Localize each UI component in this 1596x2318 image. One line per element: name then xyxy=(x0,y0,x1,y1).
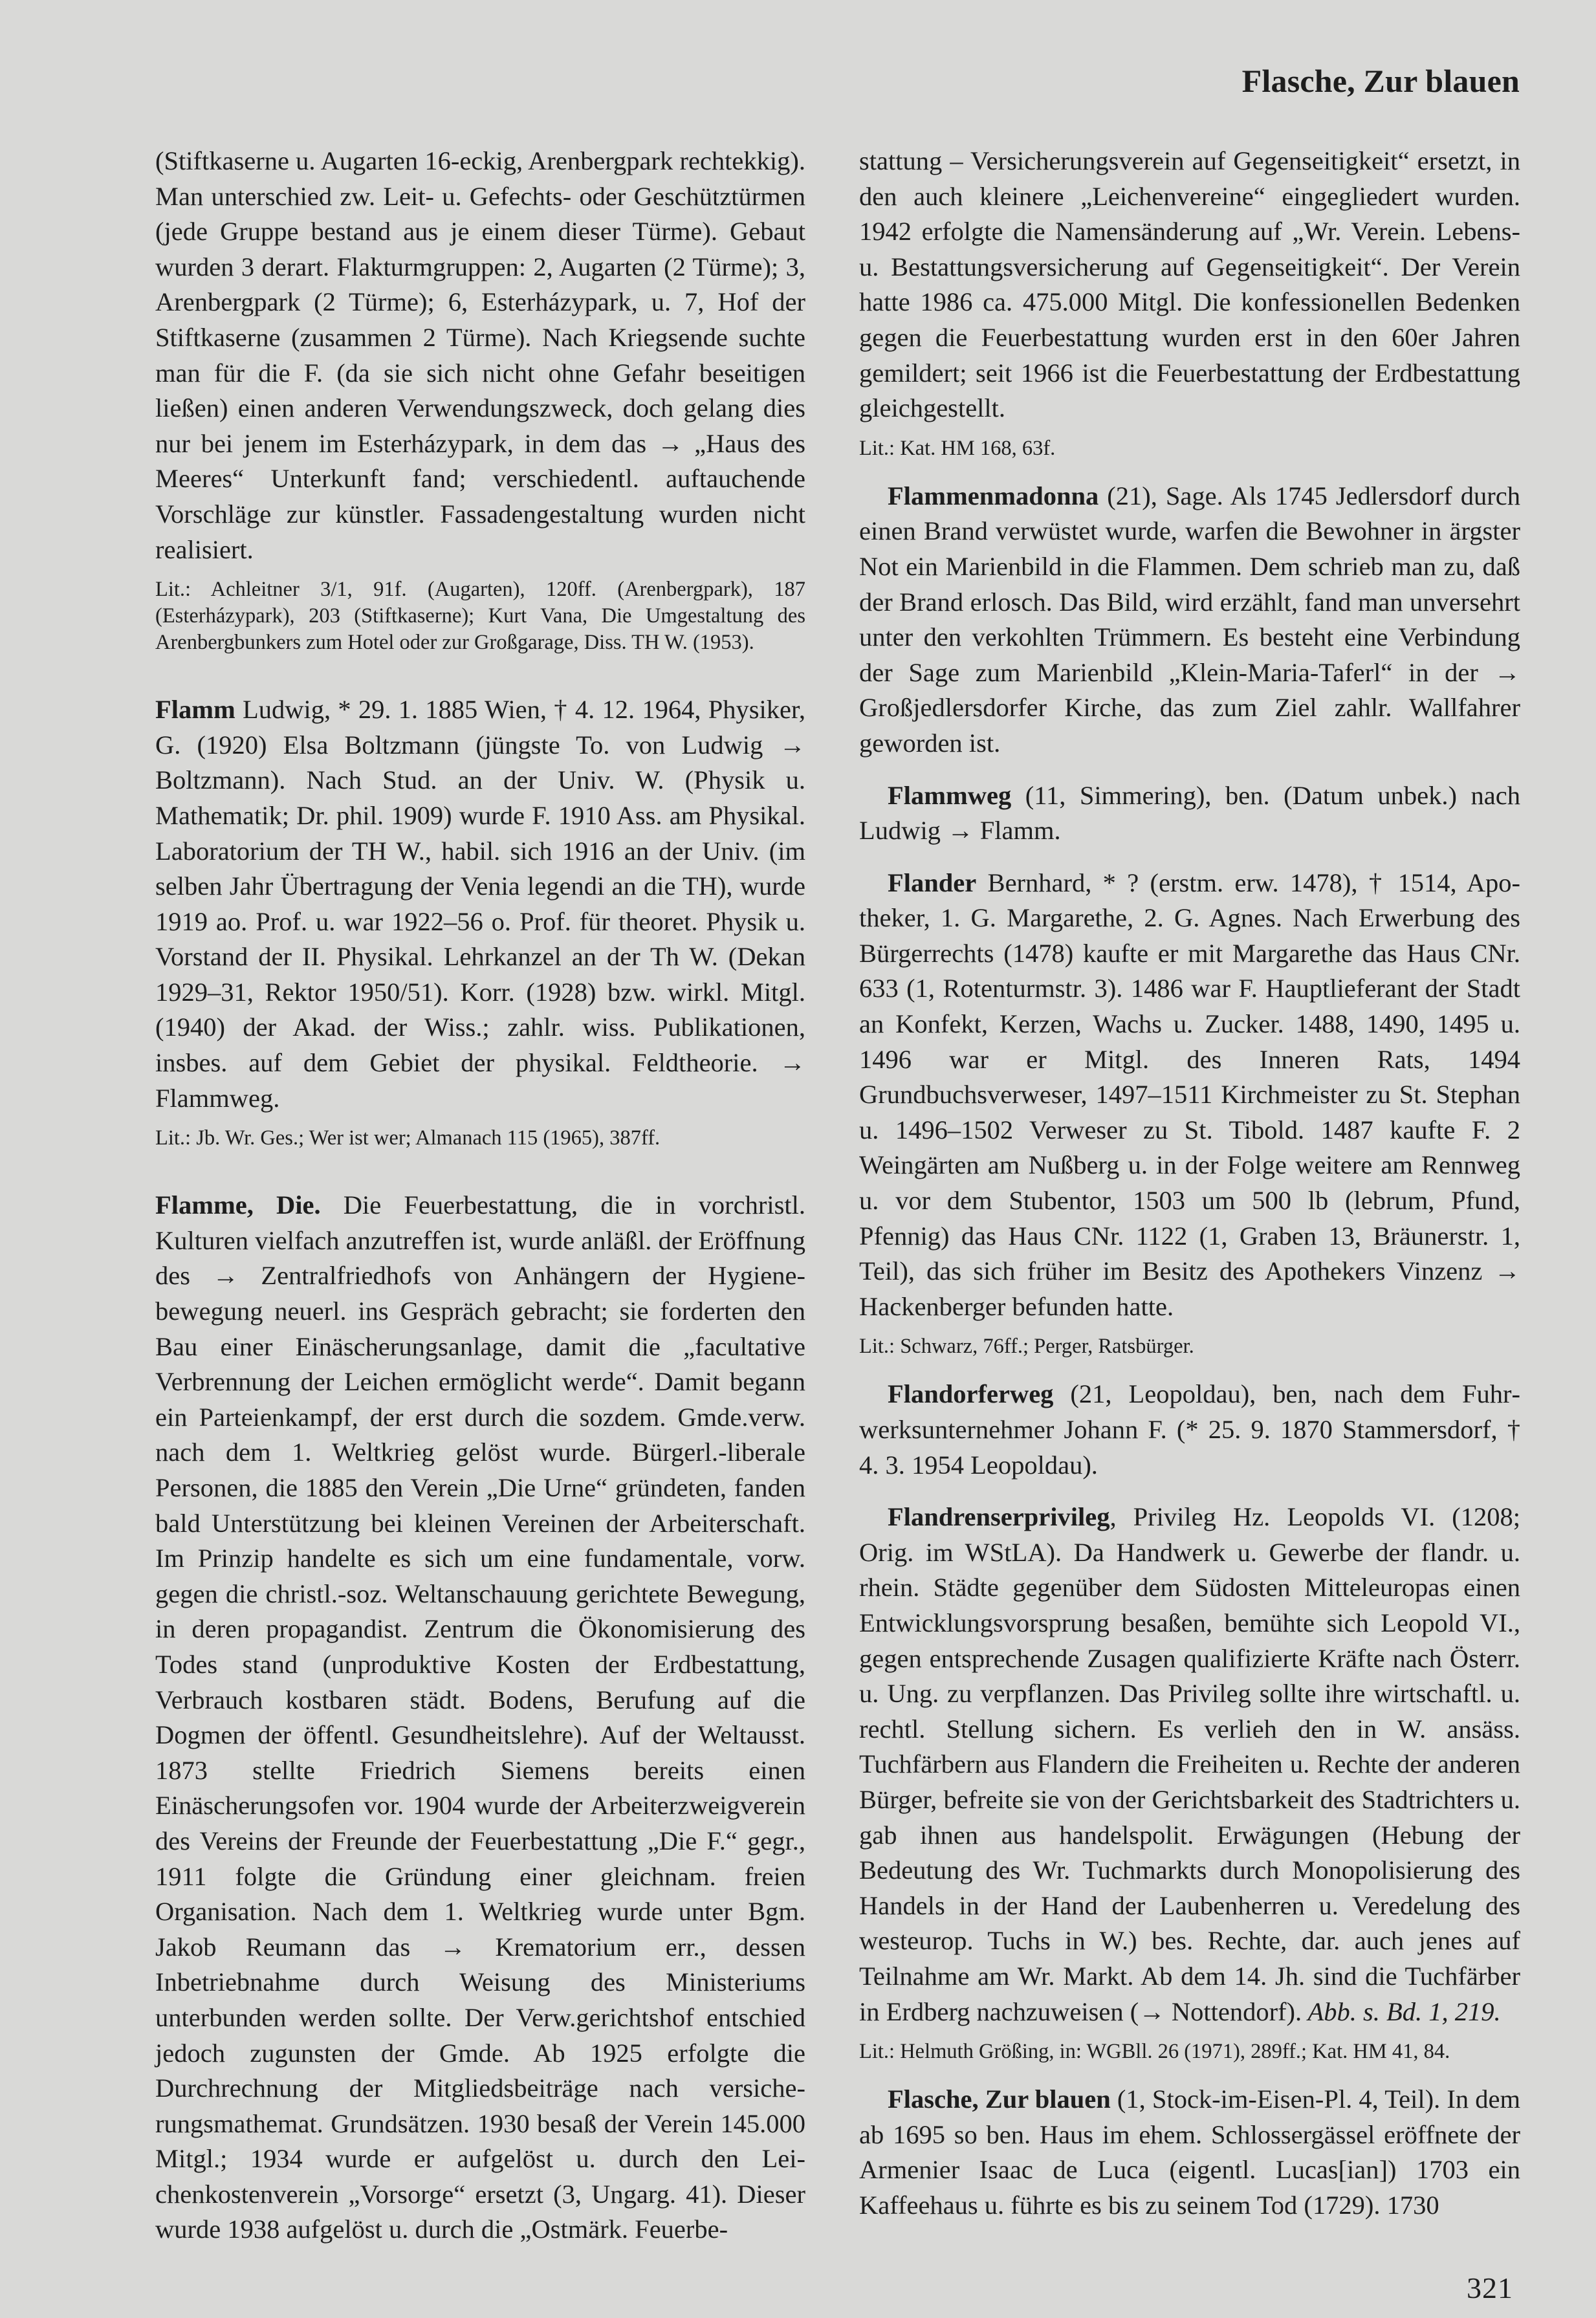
entry-flamm xyxy=(155,692,805,1152)
entry-flammweg xyxy=(859,778,1520,849)
headword: Flander xyxy=(888,868,977,897)
literature-note: Lit.: Jb. Wr. Ges.; Wer ist wer; Almanach 115 (1965), 387ff. xyxy=(155,1126,661,1150)
headword: Flamme, Die. xyxy=(155,1190,321,1220)
entry-text: , Privileg Hz. Leopolds VI. (1208; Orig. im WStLA). Da Handwerk u. Gewerbe der flandr. u. rhein. Städte gegenüber dem Südosten Mitteleuropas einen Entwicklungsvorsprung besaßen, bemühte sich Leopold VI., gegen entsprechende Zusagen qualifizierte Kräfte nach Österr. u. Ung. zu verpflanzen. Das Privileg sollte ihre wirtschaftl. u. rechtl. Stellung sichern. Es verlieh den in W. ansäss. Tuchfärbern aus Flandern die Freiheiten u. Rechte der anderen Bürger, befreite sie von der Gerichtsbarkeit des Stadtrichters u. gab ihnen aus handelspolit. Erwägungen (Hebung der Bedeutung des Wr. Tuchmarkts durch Monopolisierung des Handels in der Hand der Laubenherren u. Veredelung des westeurop. Tuchs in W.) bes. Rechte, dar. auch jenes auf Teilnahme am Wr. Markt. Ab dem 14. Jh. sind die Tuchfärber in Erdberg nachzuweisen (→ Nottendorf). xyxy=(859,1502,1520,2026)
entry-text: Die Feuerbestattung, die in vorchristl. Kulturen vielfach anzutreffen ist, wurde anläßl. der Eröffnung des → Zentralfriedhofs von Anhängern der Hygienebewegung neuerl. ins Gespräch gebracht; sie forderten den Bau einer Einäscherungsanlage, damit die „facultative Verbrennung der Leichen ermöglicht werde“. Damit begann ein Parteienkampf, der erst durch die sozdem. Gmde.verw. nach dem 1. Weltkrieg gelöst wurde. Bürgerl.-liberale Personen, die 1885 den Verein „Die Urne“ gründeten, fanden bald Unterstützung bei kleinen Vereinen der Arbeiterschaft. Im Prinzip handelte es sich um eine fundamentale, vorw. gegen die christl.-soz. Weltanschauung gerichtete Bewegung, in deren propagandist. Zentrum die Ökonomisierung des Todes stand (unproduktive Kosten der Erdbestattung, Verbrauch kostbaren städt. Bodens, Berufung auf die Dogmen der öffentl. Gesundheitslehre). Auf der Weltausst. 1873 stellte Friedrich Siemens bereits einen Einäscherungsofen vor. 1904 wurde der Arbeiterzweigverein des Vereins der Freunde der Feuerbestattung „Die F.“ gegr., 1911 folgte die Gründung einer gleichnam. freien Organisation. Nach dem 1. Weltkrieg wurde unter Bgm. Jakob Reumann das → Krematorium err., dessen Inbetriebnahme durch Weisung des Ministeriums unterbunden werden sollte. Der Verw.gerichtshof entschied jedoch zugunsten der Gmde. Ab 1925 erfolgte die Durchrechnung der Mitgliedsbeiträge nach versicherungsmathemat. Grundsätzen. 1930 besaß der Verein 145.000 Mitgl.; 1934 wurde er aufgelöst u. durch den Leichenkostenverein „Vorsorge“ ersetzt (3, Ungarg. 41). Dieser wurde 1938 aufgelöst u. durch die „Ostmärk. Feuerbe- xyxy=(155,1190,806,2244)
figure-reference: Abb. s. Bd. 1, 219. xyxy=(1302,1996,1501,2026)
left-column xyxy=(155,144,805,2247)
entry-text: stattung – Versicherungsverein auf Gegenseitigkeit“ ersetzt, in den auch kleinere „Leichenvereine“ eingegliedert wurden. 1942 erfolgte die Namensänderung auf „Wr. Verein. Lebens- u. Bestattungsversicherung auf Gegenseitigkeit“. Der Verein hatte 1986 ca. 475.000 Mitgl. Die konfessionellen Bedenken gegen die Feuerbestattung wurden erst in den 60er Jahren gemildert; seit 1966 ist die Feuerbestattung der Erdbestattung gleichgestellt. xyxy=(859,146,1520,423)
page-number: 321 xyxy=(1467,2271,1513,2304)
literature-note: Lit.: Achleitner 3/1, 91f. (Augarten), 120ff. (Arenbergpark), 187 (Esterházypark), 203 (Stiftkaserne); Kurt Vana, Die Umgestaltung des Arenbergbunkers zum Hotel oder zur Großgarage, Diss. TH W. (1953). xyxy=(155,578,805,655)
entry-flandorferweg xyxy=(859,1377,1520,1483)
literature-note: Lit.: Schwarz, 76ff.; Perger, Ratsbürger. xyxy=(859,1335,1194,1359)
entry-body xyxy=(155,1188,805,2247)
headword: Flamm xyxy=(155,695,235,725)
entry-text: (1, Stock-im-Eisen-Pl. 4, Teil). In dem ab 1695 so ben. Haus im ehem. Schlossergässel eröffnete der Armenier Isaac de Luca (eigentl. Lucas[ian]) 1703 ein Kaffeehaus u. führte es bis zu seinem Tod (1729). 1730 xyxy=(859,2084,1520,2220)
right-column xyxy=(859,144,1520,2223)
entry-text: (Stiftkaserne u. Augarten 16-eckig, Arenbergpark rechtekkig). Man unterschied zw. Leit- u. Gefechts- oder Geschütztürmen (jede Gruppe bestand aus je einem dieser Türme). Gebaut wurden 3 derart. Flakturmgruppen: 2, Augarten (2 Türme); 3, Arenbergpark (2 Türme); 6, Esterházypark, u. 7, Hof der Stiftkaserne (zusammen 2 Türme). Nach Kriegsende suchte man für die F. (da sie sich nicht ohne Gefahr beseitigen ließen) einen anderen Verwendungszweck, doch gelang dies nur bei jenem im Esterházypark, in dem das → „Haus des Meeres“ Unterkunft fand; verschiedentl. auftauchende Vorschläge zur künstler. Fassadengestaltung wurden nicht realisiert. xyxy=(155,146,805,564)
headword: Flammenmadonna xyxy=(888,481,1099,510)
entry-flander xyxy=(859,866,1520,1361)
entry-flamme-continued xyxy=(859,144,1520,462)
entry-body xyxy=(859,479,1520,761)
entry-flamme xyxy=(155,1188,805,2247)
running-head: Flasche, Zur blauen xyxy=(1241,63,1520,99)
entry-body xyxy=(155,692,805,1116)
entry-body xyxy=(859,778,1520,849)
headword: Flasche, Zur blauen xyxy=(888,2084,1111,2114)
entry-body xyxy=(859,1377,1520,1483)
entry-flammenmadonna xyxy=(859,479,1520,761)
entry-text: (11, Simmering), ben. (Datum unbek.) nach Ludwig → Flamm. xyxy=(859,780,1520,846)
literature-note: Lit.: Helmuth Größing, in: WGBll. 26 (1971), 289ff.; Kat. HM 41, 84. xyxy=(859,2040,1450,2064)
literature-note: Lit.: Kat. HM 168, 63f. xyxy=(859,436,1056,460)
entry-body xyxy=(859,1500,1520,2029)
entry-text: Ludwig, * 29. 1. 1885 Wien, † 4. 12. 1964, Physiker, G. (1920) Elsa Boltzmann (jüngste To. von Ludwig → Boltzmann). Nach Stud. an der Univ. W. (Physik u. Mathematik; Dr. phil. 1909) wurde F. 1910 Ass. am Physikal. Laboratorium der TH W., habil. sich 1916 an der Univ. (im selben Jahr Übertragung der Venia legendi an die TH), wurde 1919 ao. Prof. u. war 1922–56 o. Prof. für theoret. Physik u. Vorstand der II. Physikal. Lehrkanzel an der Th W. (Dekan 1929–31, Rektor 1950/51). Korr. (1928) bzw. wirkl. Mitgl. (1940) der Akad. der Wiss.; zahlr. wiss. Publikationen, insbes. auf dem Gebiet der physikal. Feldtheorie. → Flammweg. xyxy=(155,695,805,1113)
headword: Flammweg xyxy=(888,780,1012,810)
entry-flakturm-continued xyxy=(155,144,805,656)
entry-text: (21), Sage. Als 1745 Jedlersdorf durch einen Brand verwüstet wurde, warfen die Bewohner in ärgster Not ein Marienbild in die Flammen. Dem schrieb man zu, daß der Brand erlosch. Das Bild, wird erzählt, fand man unversehrt unter den verkohlten Trümmern. Es besteht eine Verbindung der Sage zum Marienbild „Klein-Maria-Taferl“ in der → Großjedlersdorfer Kirche, das zum Ziel zahlr. Wallfahrer geworden ist. xyxy=(859,481,1520,758)
entry-flasche-zur-blauen xyxy=(859,2082,1520,2223)
entry-body xyxy=(859,2082,1520,2223)
headword: Flandorferweg xyxy=(888,1379,1054,1409)
entry-flandrenserprivileg xyxy=(859,1500,1520,2065)
entry-text: (21, Leopoldau), ben, nach dem Fuhrwerksunternehmer Johann F. (* 25. 9. 1870 Stammersdorf, † 4. 3. 1954 Leopoldau). xyxy=(859,1379,1520,1480)
entry-text: Bernhard, * ? (erstm. erw. 1478), † 1514, Apotheker, 1. G. Margarethe, 2. G. Agnes. Nach Erwerbung des Bürgerrechts (1478) kaufte er mit Margarethe das Haus CNr. 633 (1, Rotenturmstr. 3). 1486 war F. Hauptlieferant der Stadt an Konfekt, Kerzen, Wachs u. Zucker. 1488, 1490, 1495 u. 1496 war er Mitgl. des Inneren Rats, 1494 Grundbuchsverweser, 1497–1511 Kirchmeister zu St. Stephan u. 1496–1502 Verweser zu St. Tibold. 1487 kaufte F. 2 Weingärten am Nußberg u. in der Folge weitere am Rennweg u. vor dem Stubentor, 1503 um 500 lb (lebrum, Pfund, Pfennig) das Haus CNr. 1122 (1, Graben 13, Bräunerstr. 1, Teil), das sich früher im Besitz des Apothekers Vinzenz → Hackenberger befunden hatte. xyxy=(859,868,1520,1321)
headword: Flandrenserprivileg xyxy=(888,1502,1110,1532)
entry-body xyxy=(859,866,1520,1325)
